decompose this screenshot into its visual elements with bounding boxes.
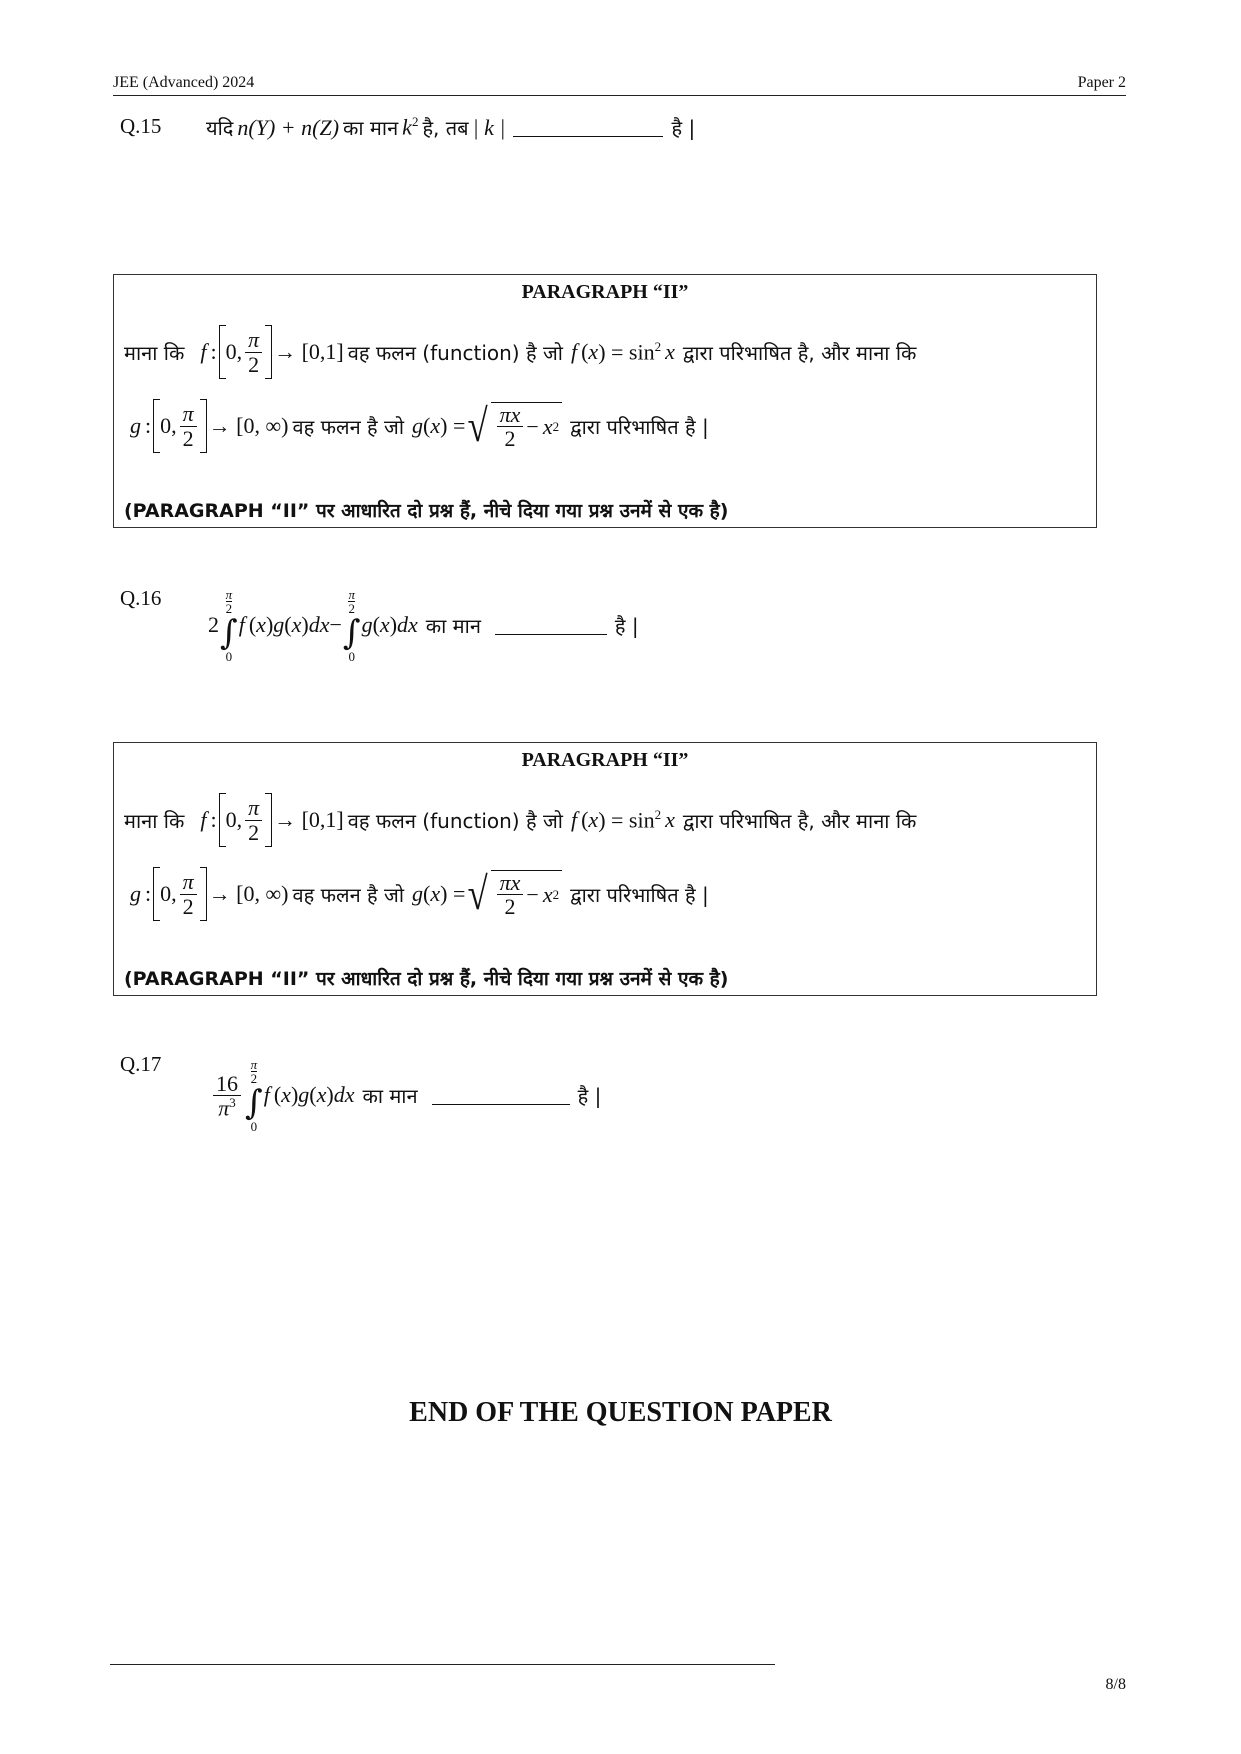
q15-if: यदि	[206, 116, 234, 140]
q15-expression: n(Y) + n(Z)	[237, 114, 340, 140]
q15-end: है |	[671, 116, 696, 140]
defined-and-label: द्वारा परिभाषित है, और माना कि	[682, 808, 917, 833]
q16-value-label: का मान	[425, 613, 481, 638]
defined-label: द्वारा परिभाषित है |	[570, 882, 709, 907]
q17-end: है |	[577, 1083, 602, 1108]
q15-number: Q.15	[120, 114, 162, 138]
paragraph-f-definition: माना कि f : 0, $\frac{\pi}{2}$ → [0,1] वह फलन (function) है जो f ( x ) = $\sin^2$ x द्वारा परिभाषित है, और माना कि	[124, 793, 916, 847]
q16-number: Q.16	[120, 586, 162, 610]
q16-expression: 2 π 2 ∫ 0 f ( x ) g ( x ) dx − π 2 ∫ 0 g ( x ) dx का मान है |	[208, 587, 639, 664]
q17-answer-blank	[432, 1086, 570, 1105]
q16-answer-blank	[495, 616, 607, 635]
q15-then: है, तब	[422, 116, 469, 140]
q15-k-squared: $k^2$	[402, 114, 419, 140]
defined-label: द्वारा परिभाषित है |	[570, 414, 709, 439]
q17-value-label: का मान	[362, 1083, 418, 1108]
let-label: माना कि	[124, 808, 185, 833]
paragraph-g-definition: g : 0, $\frac{\pi}{2}$ → [0, ∞) वह फलन है जो g ( x ) = √ $\frac{\pi x}{2}$ − x 2 द्वारा परिभाषित है |	[130, 400, 709, 451]
page-number: 8/8	[1105, 1676, 1126, 1693]
defined-and-label: द्वारा परिभाषित है, और माना कि	[682, 340, 917, 365]
paragraph-f-definition: माना कि f : 0, $\frac{\pi}{2}$ → [0,1] वह फलन (function) है जो f ( x ) = $\sin^2$ x द्वारा परिभाषित है, और माना कि	[124, 325, 916, 379]
g-function-label: वह फलन है जो	[292, 414, 405, 439]
paper-label: Paper 2	[1077, 74, 1126, 91]
paragraph-box-1	[113, 274, 1097, 528]
q17-expression: $\frac{16}{\pi^3}$ π 2 ∫ 0 f ( x ) g ( x ) dx का मान है |	[210, 1058, 601, 1133]
header-divider	[113, 95, 1126, 96]
q16-end: है |	[614, 613, 639, 638]
paragraph-box-2	[113, 742, 1097, 996]
q17-number: Q.17	[120, 1052, 162, 1076]
end-of-paper-title: END OF THE QUESTION PAPER	[409, 1397, 832, 1428]
f-function-label: वह फलन (function) है जो	[347, 340, 563, 365]
f-function-label: वह फलन (function) है जो	[347, 808, 563, 833]
exam-title: JEE (Advanced) 2024	[113, 74, 255, 91]
paragraph-title: PARAGRAPH “II”	[521, 281, 689, 303]
let-label: माना कि	[124, 340, 185, 365]
g-function-label: वह फलन है जो	[292, 882, 405, 907]
paragraph-title: PARAGRAPH “II”	[521, 749, 689, 771]
paragraph-note: (PARAGRAPH “II” पर आधारित दो प्रश्न हैं, नीचे दिया गया प्रश्न उनमें से एक है)	[124, 968, 729, 990]
q15-abs-k: | k |	[472, 114, 506, 140]
paragraph-note: (PARAGRAPH “II” पर आधारित दो प्रश्न हैं, नीचे दिया गया प्रश्न उनमें से एक है)	[124, 500, 729, 522]
paragraph-g-definition: g : 0, $\frac{\pi}{2}$ → [0, ∞) वह फलन है जो g ( x ) = √ $\frac{\pi x}{2}$ − x 2 द्वारा परिभाषित है |	[130, 868, 709, 919]
q15-text	[206, 114, 695, 141]
footer-divider	[110, 1664, 775, 1665]
q15-value-label: का मान	[343, 116, 399, 140]
q15-answer-blank	[513, 118, 663, 137]
